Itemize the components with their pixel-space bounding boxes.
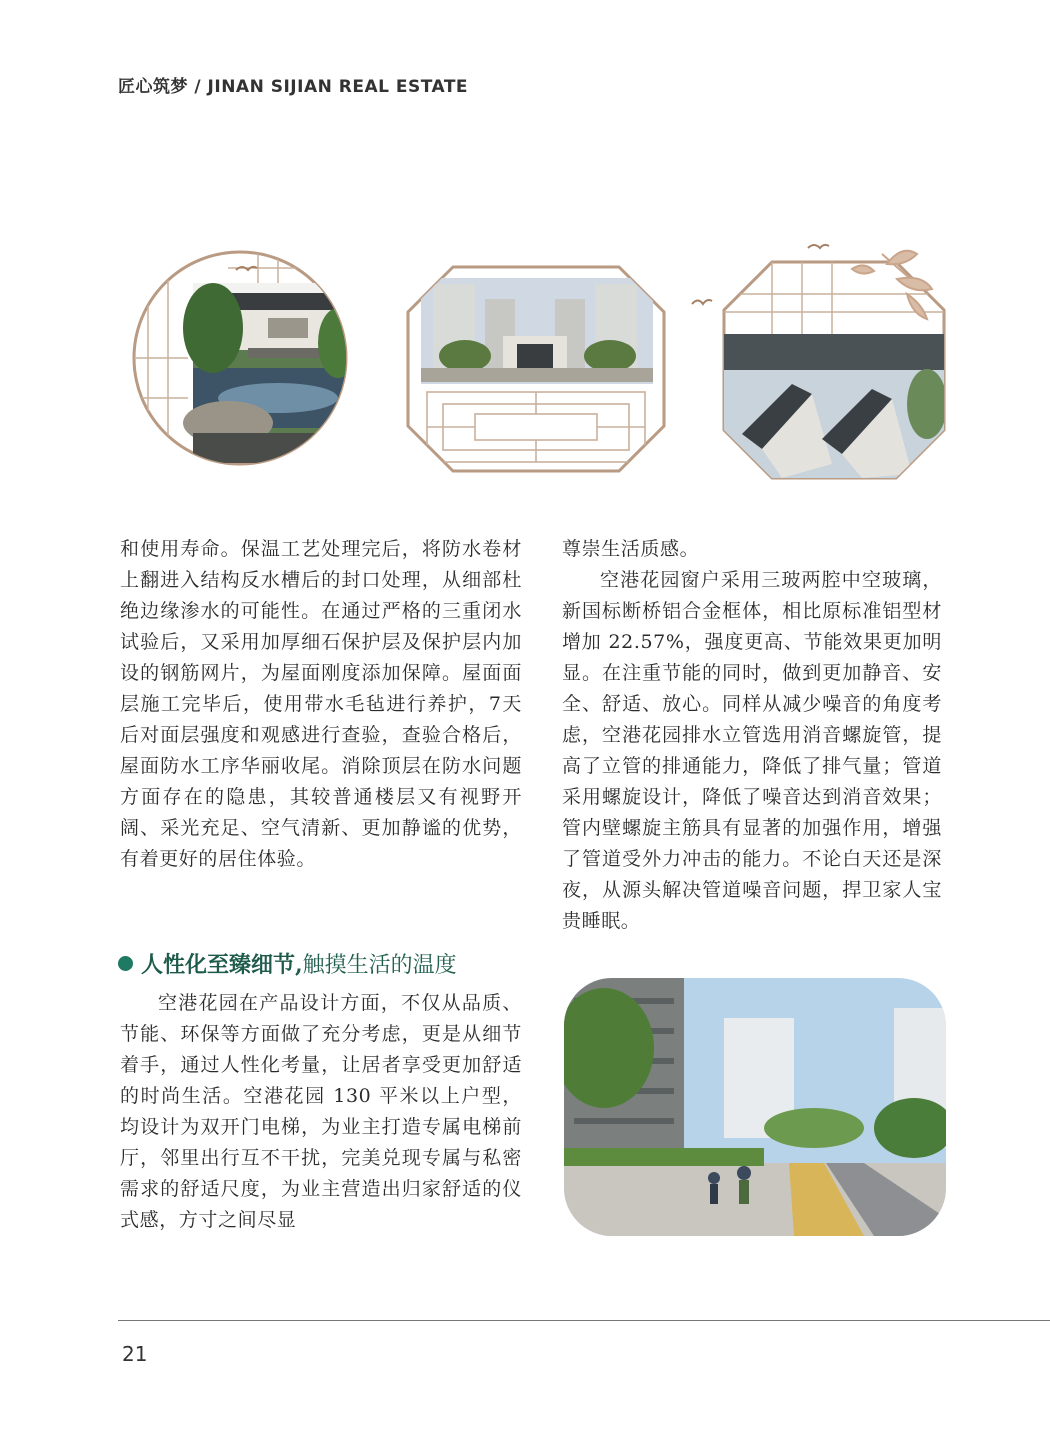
left-column bbox=[120, 534, 522, 875]
right-column bbox=[562, 534, 942, 937]
bird-icon bbox=[690, 296, 714, 310]
right-paragraph-1: 尊崇生活质感。 bbox=[562, 538, 700, 560]
entrance-octagon-image bbox=[405, 264, 667, 474]
right-paragraph-2: 空港花园窗户采用三玻两腔中空玻璃，新国标断桥铝合金框体，相比原标准铝型材增加 22.57%，强度更高、节能效果更加明显。在注重节能的同时，做到更加静音、安全、舒适、放心。同样从减少噪音的角度考虑，空港花园排水立管选用消音螺旋管，提高了立管的排通能力，降低了排气量；管道采用螺旋设计，降低了噪音达到消音效果；管内壁螺旋主筋具有显著的加强作用，增强了管道受外力冲击的能力。不论白天还是深夜，从源头解决管道噪音问题，捍卫家人宝贵睡眠。 bbox=[562, 569, 942, 932]
roof-eaves-octagon-image bbox=[722, 234, 946, 480]
page-header: 匠心筑梦 / JINAN SIJIAN REAL ESTATE bbox=[118, 77, 469, 97]
section-title-rest: 触摸生活的温度 bbox=[302, 953, 457, 978]
section-title bbox=[118, 948, 457, 979]
street-rendering-image bbox=[564, 978, 946, 1236]
left-paragraph-2: 空港花园在产品设计方面，不仅从品质、节能、环保等方面做了充分考虑，更是从细节着手，通过人性化考量，让居者享受更加舒适的时尚生活。空港花园 130 平米以上户型，均设计为双开门电梯，为业主打造专属电梯前厅，邻里出行互不干扰，完美兑现专属与私密需求的舒适尺度，为业主营造出归家舒适的仪式感，方寸之间尽显 bbox=[120, 992, 522, 1231]
section-title-bold: 人性化至臻细节, bbox=[141, 952, 303, 978]
bullet-dot-icon bbox=[118, 956, 133, 971]
left-column-lower bbox=[120, 988, 522, 1236]
left-paragraph-1: 和使用寿命。保温工艺处理完后，将防水卷材上翻进入结构反水槽后的封口处理，从细部杜绝边缘渗水的可能性。在通过严格的三重闭水试验后，又采用加厚细石保护层及保护层内加设的钢筋网片，为屋面刚度添加保障。屋面面层施工完毕后，使用带水毛毡进行养护，7天后对面层强度和观感进行查验，查验合格后，屋面防水工序华丽收尾。消除顶层在防水问题方面存在的隐患，其较普通楼层又有视野开阔、采光充足、空气清新、更加静谧的优势，有着更好的居住体验。 bbox=[120, 538, 522, 870]
page-number: 21 bbox=[122, 1342, 148, 1366]
footer-divider bbox=[118, 1320, 1050, 1321]
garden-circle-image bbox=[128, 248, 368, 470]
